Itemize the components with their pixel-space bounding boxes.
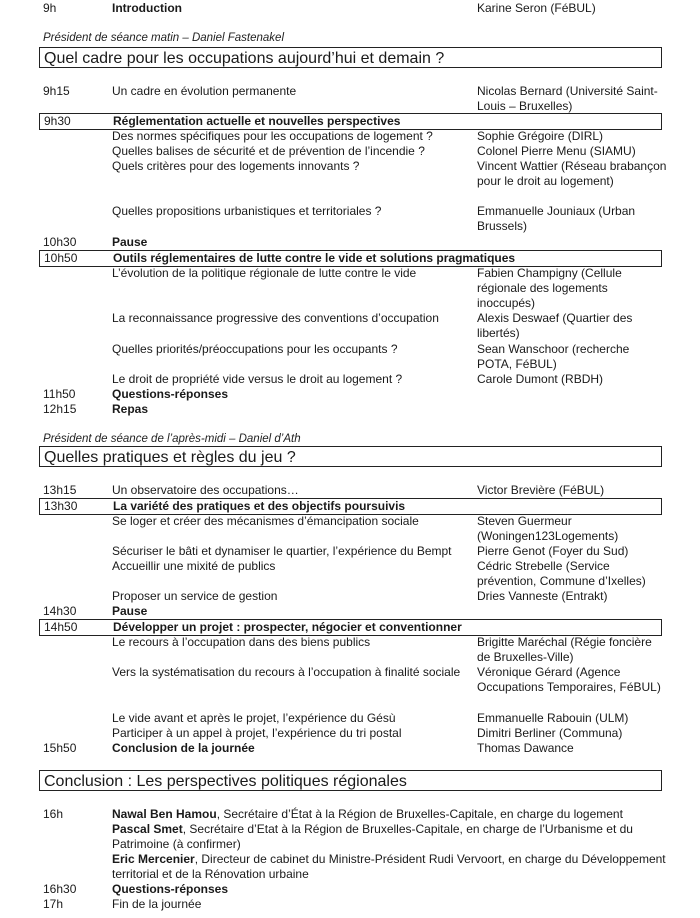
speaker: Dimitri Berliner (Communa) (477, 726, 623, 740)
speaker: Alexis Deswaef (Quartier des libertés) (477, 311, 633, 340)
speaker-role: , Secrétaire d’Etat à la Région de Bruxelles-Capitale, en charge de l’Urbanisme et du Patrimoine (à confirmer) (112, 822, 633, 851)
session-chair: Président de séance de l’après-midi – Daniel d’Ath (43, 433, 301, 445)
subsection-box (39, 113, 662, 130)
item-title: Accueillir une mixité de publics (112, 559, 276, 573)
speaker: Karine Seron (FéBUL) (477, 1, 596, 15)
speaker: Emmanuelle Jouniaux (Urban Brussels) (477, 204, 636, 233)
item-title: Proposer un service de gestion (112, 589, 278, 603)
section-title: Quel cadre pour les occupations aujourd’hui et demain ? (39, 47, 662, 68)
speaker: Brigitte Maréchal (Régie foncière de Bruxelles-Ville) (477, 635, 652, 664)
speaker: Nicolas Bernard (Université Saint-Louis – Bruxelles) (477, 84, 658, 113)
item-title: Quelles priorités/préoccupations pour les occupants ? (112, 342, 398, 356)
speaker-entry (112, 807, 672, 822)
speaker: Fabien Champigny (Cellule régionale des logements inoccupés) (477, 266, 622, 310)
section-title: Conclusion : Les perspectives politiques régionales (39, 770, 662, 791)
speaker: Colonel Pierre Menu (SIAMU) (477, 144, 636, 158)
speaker: Carole Dumont (RBDH) (477, 372, 604, 386)
item-title: Un cadre en évolution permanente (112, 84, 297, 98)
item-title: Quelles propositions urbanistiques et territoriales ? (112, 204, 382, 218)
speaker-entry (112, 852, 672, 882)
item-title: Questions-réponses (112, 882, 229, 896)
time: 13h15 (43, 483, 77, 497)
item-title: Pause (112, 604, 148, 618)
item-title: Quels critères pour des logements innovants ? (112, 159, 360, 173)
time: 16h30 (43, 882, 77, 896)
speaker: Cédric Strebelle (Service prévention, Commune d’Ixelles) (477, 559, 646, 588)
item-title: Conclusion de la journée (112, 741, 255, 755)
time: 13h30 (44, 499, 78, 513)
speaker: Sophie Grégoire (DIRL) (477, 129, 604, 143)
time: 9h30 (44, 114, 71, 128)
item-title: Le recours à l’occupation dans des biens publics (112, 635, 371, 649)
subsection-title: Développer un projet : prospecter, négocier et conventionner (113, 620, 462, 634)
section-title: Quelles pratiques et règles du jeu ? (39, 446, 662, 467)
subsection-title: Outils réglementaires de lutte contre le vide et solutions pragmatiques (113, 251, 516, 265)
item-title: Introduction (112, 1, 182, 15)
time: 14h30 (43, 604, 77, 618)
speaker: Emmanuelle Rabouin (ULM) (477, 711, 629, 725)
item-title: Quelles balises de sécurité et de prévention de l’incendie ? (112, 144, 425, 158)
speaker: Steven Guermeur (Woningen123Logements) (477, 514, 619, 543)
item-title: Le droit de propriété vide versus le droit au logement ? (112, 372, 403, 386)
speaker-name: Pascal Smet (112, 822, 183, 836)
time: 12h15 (43, 402, 77, 416)
subsection-box (39, 619, 662, 636)
time: 10h50 (44, 251, 78, 265)
speaker-name: Nawal Ben Hamou (112, 807, 217, 821)
item-title: Le vide avant et après le projet, l’expérience du Gésù (112, 711, 396, 725)
speaker-role: , Secrétaire d’État à la Région de Bruxelles-Capitale, en charge du logement (216, 807, 623, 821)
speaker: Victor Brevière (FéBUL) (477, 483, 605, 497)
speaker-entry (112, 822, 672, 852)
item-title: Vers la systématisation du recours à l’occupation à finalité sociale (112, 665, 461, 679)
item-title: Pause (112, 235, 148, 249)
time: 15h50 (43, 741, 77, 755)
item-title: Sécuriser le bâti et dynamiser le quartier, l’expérience du Bempt (112, 544, 452, 558)
item-title: Participer à un appel à projet, l’expérience du tri postal (112, 726, 402, 740)
item-title: La reconnaissance progressive des conventions d’occupation (112, 311, 439, 325)
time: 9h15 (43, 84, 70, 98)
subsection-title: Réglementation actuelle et nouvelles perspectives (113, 114, 401, 128)
item-title: L’évolution de la politique régionale de lutte contre le vide (112, 266, 417, 280)
subsection-box (39, 250, 662, 267)
speaker: Vincent Wattier (Réseau brabançon pour le droit au logement) (477, 159, 667, 188)
item-title: Fin de la journée (112, 897, 202, 911)
item-title: Repas (112, 402, 149, 416)
time: 14h50 (44, 620, 78, 634)
subsection-box (39, 498, 662, 515)
speaker: Véronique Gérard (Agence Occupations Temporaires, FéBUL) (477, 665, 661, 694)
speaker: Sean Wanschoor (recherche POTA, FéBUL) (477, 342, 630, 371)
speaker-name: Eric Mercenier (112, 852, 195, 866)
subsection-title: La variété des pratiques et des objectifs poursuivis (113, 499, 406, 513)
speaker: Pierre Genot (Foyer du Sud) (477, 544, 629, 558)
item-title: Questions-réponses (112, 387, 229, 401)
speaker: Dries Vanneste (Entrakt) (477, 589, 608, 603)
item-title: Un observatoire des occupations… (112, 483, 299, 497)
time: 17h (43, 897, 64, 911)
time: 11h50 (43, 387, 76, 401)
time: 16h (43, 807, 64, 821)
time: 10h30 (43, 235, 77, 249)
session-chair: Président de séance matin – Daniel Fastenakel (43, 32, 285, 44)
item-title: Se loger et créer des mécanismes d’émancipation sociale (112, 514, 419, 528)
item-title: Des normes spécifiques pour les occupations de logement ? (112, 129, 433, 143)
time: 9h (43, 1, 57, 15)
speaker: Thomas Dawance (477, 741, 574, 755)
speaker-role: , Directeur de cabinet du Ministre-Président Rudi Vervoort, en charge du Développement territorial et de la Rénovation urbaine (112, 852, 666, 881)
